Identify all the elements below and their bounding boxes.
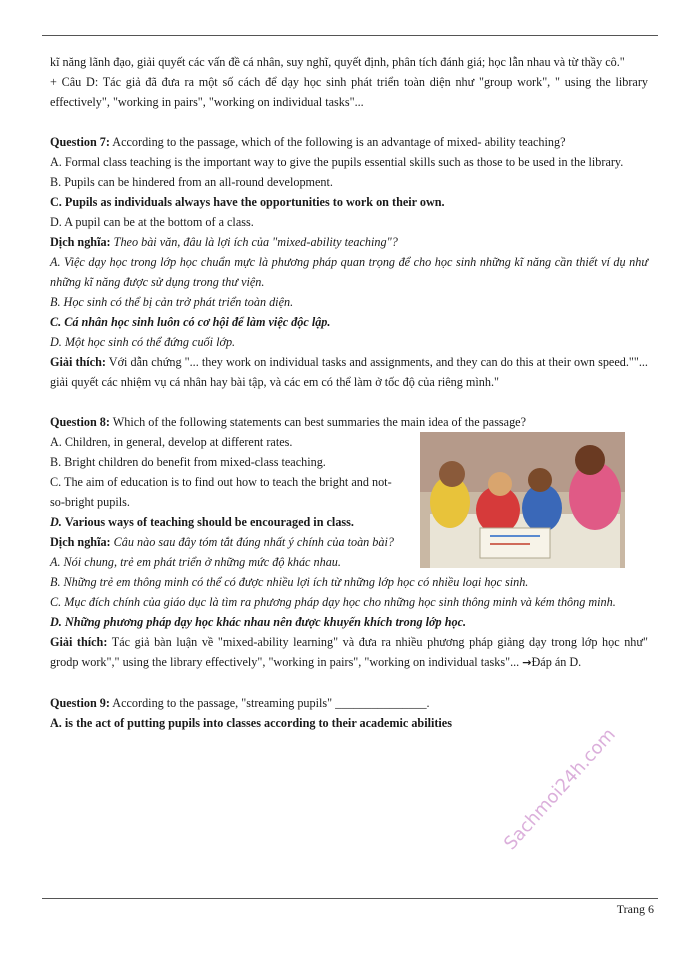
footer-rule [42,898,658,899]
q8-explanation [50,632,648,673]
student-head-3 [528,468,552,492]
question-9-text: According to the passage, "streaming pupils" _______________. [109,696,430,710]
question-9 [50,693,648,713]
question-7 [50,132,648,152]
q7-translation [50,232,648,252]
q7-trans-c: C. Cá nhân học sinh luôn có cơ hội để làm việc độc lập. [50,315,331,329]
q8-answer-text: Various ways of teaching should be encouraged in class. [64,515,354,529]
page-content [50,52,648,733]
q9-answer: A. is the act of putting pupils into classes according to their academic abilities [50,716,452,730]
q7-trans-d: D. Một học sinh có thể đứng cuối lớp. [50,335,236,349]
q7-trans-question: Theo bài văn, đâu là lợi ích của "mixed-ability teaching"? [110,235,398,249]
q7-answer [50,192,648,212]
q8-option-a: A. Children, in general, develop at different rates. [50,435,293,449]
q7-option-a: A. Formal class teaching is the important way to give the pupils essential skills such as those to be used in the library. [50,155,624,169]
q7-expl-label: Giải thích: [50,355,106,369]
q8-option-c: C. The aim of education is to find out how to teach the bright and not-so-bright pupils. [50,475,392,509]
q8-trans-b: B. Những trẻ em thông minh có thể có được nhiều lợi ích từ những lớp học có nhiều loại học sinh. [50,575,529,589]
arrow-right-icon: → [522,656,532,669]
question-8 [50,412,648,432]
q8-answer [50,512,406,532]
q8-trans-c: C. Mục đích chính của giáo dục là tìm ra phương pháp dạy học cho những học sinh thông minh và kém thông minh. [50,595,616,609]
page-number: Trang 6 [616,902,654,916]
q8-translation [50,532,406,552]
students-photo [420,432,625,568]
student-head-4 [575,445,605,475]
intro-line-1: kĩ năng lãnh đạo, giải quyết các vấn đề cá nhân, suy nghĩ, quyết định, phân tích đánh giá; học lẫn nhau và từ thầy cô." [50,55,625,69]
question-8-text: Which of the following statements can best summaries the main idea of the passage? [109,415,526,429]
q7-answer-suffix: . [441,195,445,209]
q8-trans-label: Dịch nghĩa: [50,535,111,549]
question-8-label: Question 8: [50,415,110,429]
q8-expl-text: Tác giả bàn luận về "mixed-ability learning" và đưa ra nhiều phương pháp giảng dạy trong lớp học như" grodp work"," using the library effectively", "working in pairs", "working on individual tasks"... [50,635,648,669]
q7-trans-a: A. Việc dạy học trong lớp học chuẩn mực là phương pháp quan trọng để cho học sinh những kĩ năng cần thiết ví dụ như những kĩ năng được sử dụng trong thư viện. [50,255,648,289]
q8-trans-d: D. Những phương pháp dạy học khác nhau nên được khuyến khích trong lớp học. [50,615,467,629]
q7-answer-text: Pupils as individuals always have the opportunities to work on their own [64,195,442,209]
q8-expl-end: Đáp án D. [531,655,582,669]
q8-trans-question: Câu nào sau đây tóm tắt đúng nhất ý chính của toàn bài? [110,535,394,549]
q8-trans-a: A. Nói chung, trẻ em phát triển ở những mức độ khác nhau. [50,555,341,569]
q7-option-b: B. Pupils can be hindered from an all-round development. [50,175,333,189]
question-9-label: Question 9: [50,696,110,710]
q7-explanation [50,352,648,392]
q7-answer-prefix: C. [50,195,65,209]
q7-option-d: D. A pupil can be at the bottom of a class. [50,215,254,229]
q8-expl-label: Giải thích: [50,635,108,649]
header-rule [42,35,658,36]
q8-option-b: B. Bright children do benefit from mixed-class teaching. [50,455,326,469]
question-7-text: According to the passage, which of the following is an advantage of mixed- ability teaching? [109,135,566,149]
q7-expl-text: Với dẫn chứng "... they work on individual tasks and assignments, and they can do this at their own speed.""... giải quyết các nhiệm vụ cá nhân hay bài tập, và các em có thể làm ở tốc độ của riêng mình." [50,355,648,389]
intro-line-2: + Câu D: Tác giả đã đưa ra một số cách để dạy học sinh phát triển toàn diện như "group work", " using the library effectively", "working in pairs", "working on individual tasks"... [50,75,648,109]
watermark: Sachmoi24h.com [500,724,620,855]
question-8-block [50,412,648,552]
student-head-2 [488,472,512,496]
student-head-1 [439,461,465,487]
question-7-label: Question 7: [50,135,110,149]
q7-trans-b: B. Học sinh có thể bị cản trở phát triển toàn diện. [50,295,294,309]
q8-answer-prefix: D. [50,515,65,529]
q7-trans-label: Dịch nghĩa: [50,235,111,249]
